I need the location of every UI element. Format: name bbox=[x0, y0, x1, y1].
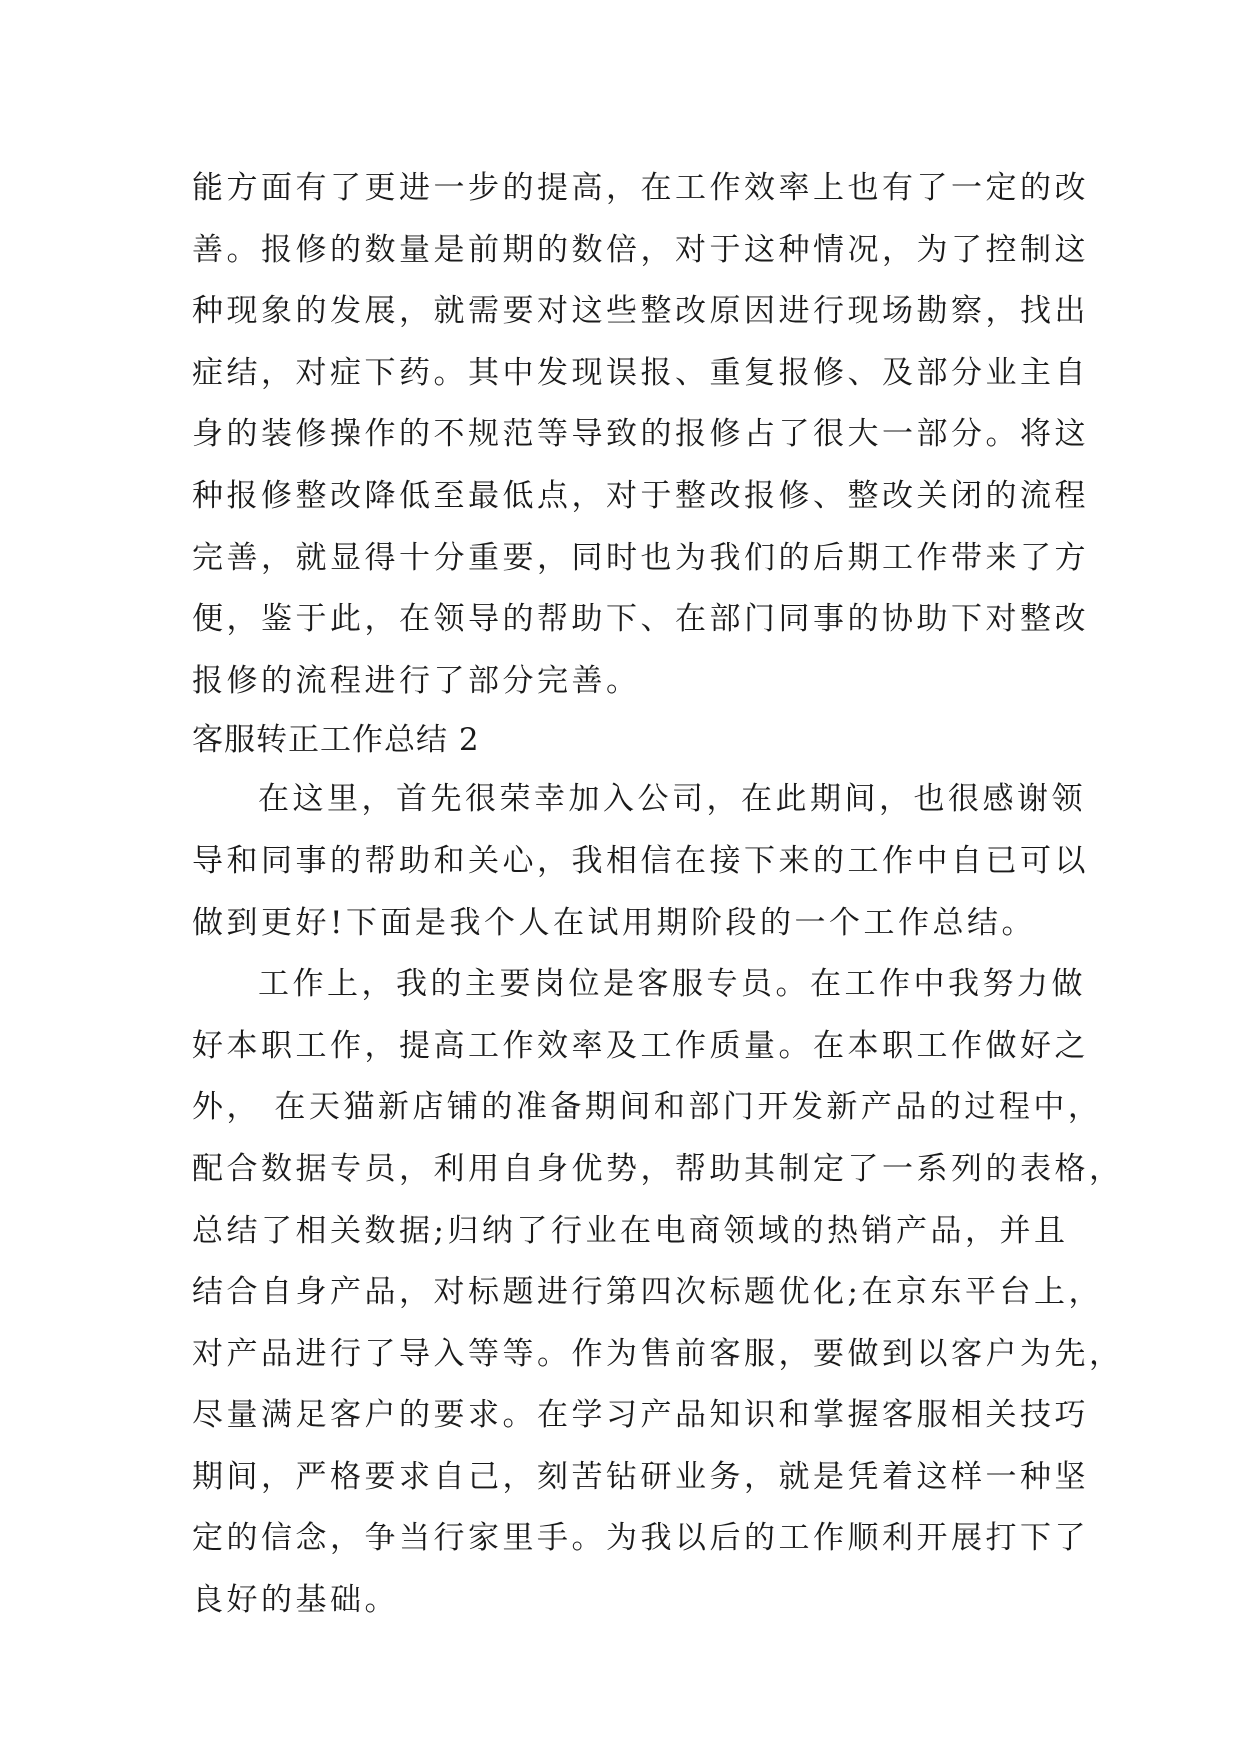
text-line: 结合自身产品，对标题进行第四次标题优化;在京东平台上， bbox=[192, 1274, 1103, 1311]
paragraph-work bbox=[192, 954, 1124, 1632]
text-line: 总结了相关数据;归纳了行业在电商领域的热销产品，并且 bbox=[192, 1212, 1069, 1249]
text-line: 能方面有了更进一步的提高，在工作效率上也有了一定的改 bbox=[192, 170, 1089, 206]
text-line: 导和同事的帮助和关心，我相信在接下来的工作中自已可以 bbox=[192, 842, 1089, 879]
text-line: 良好的基础。 bbox=[192, 1582, 399, 1619]
text-line: 好本职工作，提高工作效率及工作质量。在本职工作做好之 bbox=[192, 1027, 1089, 1064]
text-line: 报修的流程进行了部分完善。 bbox=[192, 662, 641, 699]
text-line: 工作上，我的主要岗位是客服专员。在工作中我努力做 bbox=[258, 966, 1086, 1003]
paragraph-intro bbox=[192, 769, 1089, 954]
text-line: 配合数据专员，利用自身优势，帮助其制定了一系列的表格， bbox=[192, 1150, 1124, 1187]
text-line: 定的信念，争当行家里手。为我以后的工作顺利开展打下了 bbox=[192, 1520, 1089, 1557]
text-line: 善。报修的数量是前期的数倍，对于这种情况，为了控制这 bbox=[192, 231, 1089, 268]
text-line: 在这里，首先很荣幸加入公司，在此期间，也很感谢领 bbox=[258, 781, 1086, 818]
text-line: 种报修整改降低至最低点，对于整改报修、整改关闭的流程 bbox=[192, 477, 1089, 514]
text-line: 种现象的发展，就需要对这些整改原因进行现场勘察，找出 bbox=[192, 293, 1089, 330]
text-line: 外， 在天猫新店铺的准备期间和部门开发新产品的过程中， bbox=[192, 1089, 1103, 1126]
text-line: 完善，就显得十分重要，同时也为我们的后期工作带来了方 bbox=[192, 539, 1089, 576]
text-line: 对产品进行了导入等等。作为售前客服，要做到以客户为先， bbox=[192, 1335, 1124, 1372]
text-line: 便，鉴于此，在领导的帮助下、在部门同事的协助下对整改 bbox=[192, 601, 1089, 638]
text-line: 期间，严格要求自己，刻苦钻研业务，就是凭着这样一种坚 bbox=[192, 1458, 1089, 1495]
paragraph-continued bbox=[192, 158, 1089, 712]
text-line: 症结，对症下药。其中发现误报、重复报修、及部分业主自 bbox=[192, 354, 1089, 391]
text-line: 做到更好!下面是我个人在试用期阶段的一个工作总结。 bbox=[192, 904, 1036, 941]
document-body bbox=[192, 158, 1124, 1632]
section-heading: 客服转正工作总结 2 bbox=[192, 722, 480, 759]
text-line: 身的装修操作的不规范等导致的报修占了很大一部分。将这 bbox=[192, 416, 1089, 453]
text-line: 尽量满足客户的要求。在学习产品知识和掌握客服相关技巧 bbox=[192, 1397, 1089, 1434]
